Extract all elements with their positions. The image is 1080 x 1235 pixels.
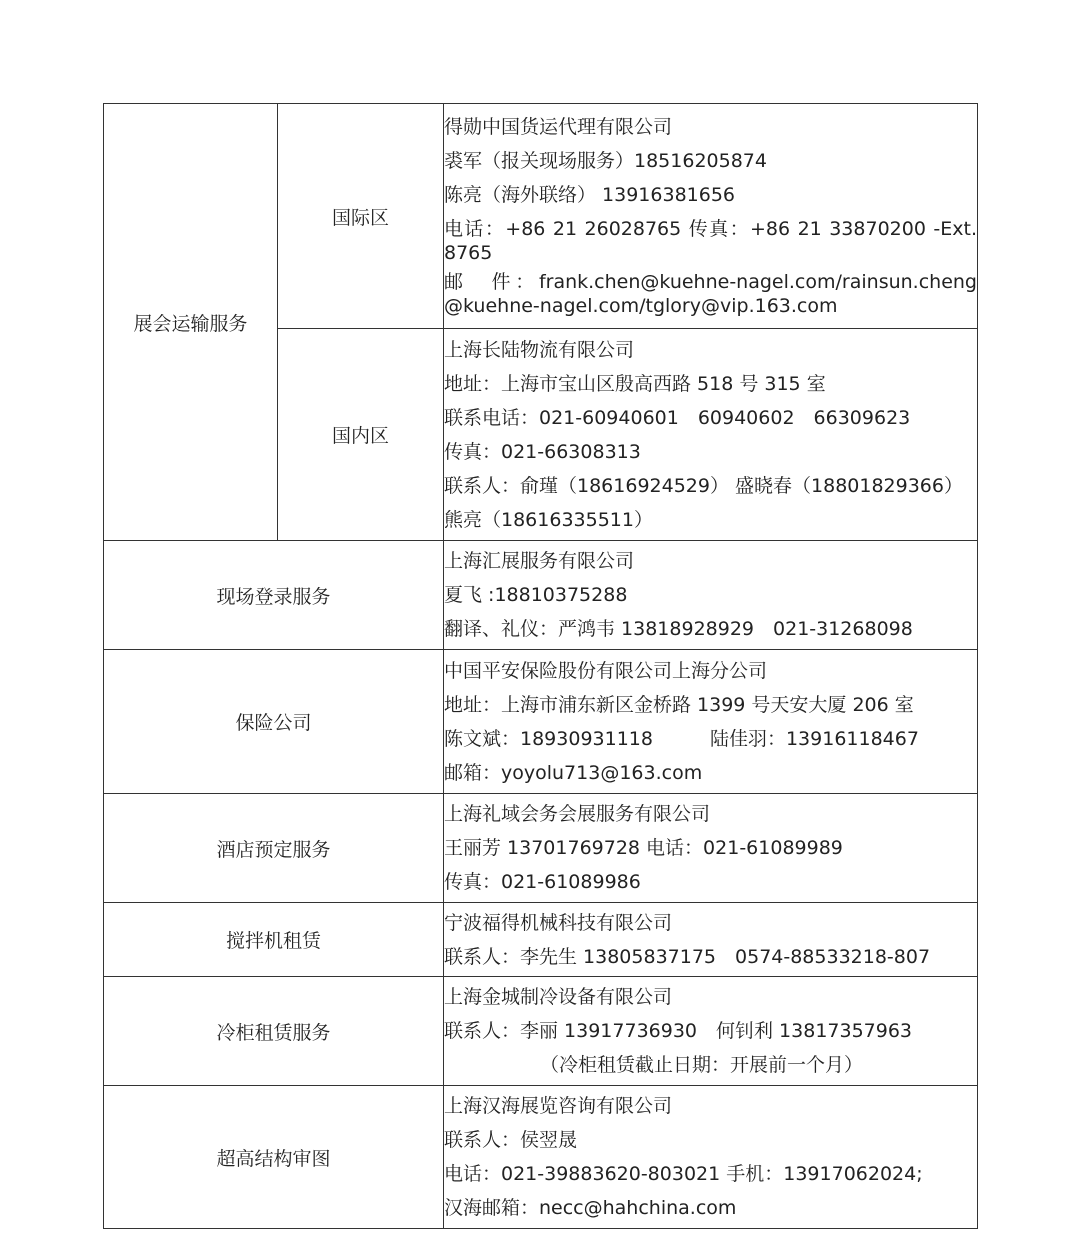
contact-line: 陈文斌：18930931118 陆佳羽：13916118467: [444, 727, 919, 750]
company-name: 上海汇展服务有限公司: [444, 550, 635, 572]
contact-info-cell: [444, 541, 978, 650]
email-line: 汉海邮箱：necc@hahchina.com: [444, 1197, 737, 1219]
category-cell: [104, 903, 444, 977]
category-cell: [104, 541, 444, 650]
contact-line: 联系人：李丽 13917736930 何钊利 13817357963: [444, 1020, 913, 1042]
email-line: 邮 件：frank.chen@kuehne-nagel.com/rainsun.cheng@kuehne-nagel.com/tglory@vip.163.com: [444, 270, 977, 317]
company-name: 上海汉海展览咨询有限公司: [444, 1095, 673, 1117]
contact-info-cell: [444, 650, 978, 794]
contact-line: 联系人：侯翌晟: [444, 1129, 578, 1151]
company-name: 上海礼域会务会展服务有限公司: [444, 803, 711, 825]
fax-line: 传真：021-66308313: [444, 440, 641, 463]
contact-info-cell: [444, 794, 978, 903]
contact-line: 翻译、礼仪：严鸿韦 13818928929 021-31268098: [444, 618, 913, 640]
category-label: 现场登录服务: [216, 585, 331, 608]
company-name: 得勋中国货运代理有限公司: [444, 115, 673, 138]
category-label: 冷柜租赁服务: [216, 1021, 331, 1044]
address-line: 地址：上海市宝山区殷高西路 518 号 315 室: [444, 372, 826, 395]
category-label: 展会运输服务: [133, 312, 248, 335]
table-row: [104, 903, 978, 977]
table-row: [104, 1086, 978, 1229]
contact-line: 王丽芳 13701769728 电话：021-61089989: [444, 837, 843, 859]
category-label: 保险公司: [235, 712, 312, 734]
table-row: [104, 650, 978, 794]
table-row: [104, 104, 978, 329]
category-cell: [104, 977, 444, 1086]
zone-label: 国际区: [331, 206, 389, 229]
phone-line: 联系电话：021-60940601 60940602 66309623: [444, 406, 911, 429]
phone-line: 电话：021-39883620-803021 手机：13917062024;: [444, 1163, 923, 1185]
contact-line: 联系人：俞瑾（18616924529） 盛晓春（18801829366）: [444, 474, 963, 497]
category-cell: [104, 1086, 444, 1229]
email-line: 邮箱：yoyolu713@163.com: [444, 761, 703, 784]
category-label: 搅拌机租赁: [225, 930, 321, 952]
note-line: （冷柜租赁截止日期：开展前一个月）: [540, 1054, 864, 1076]
company-name: 中国平安保险股份有限公司上海分公司: [444, 659, 768, 682]
table-row: [104, 541, 978, 650]
category-cell: [104, 104, 278, 541]
contact-info-cell: [444, 977, 978, 1086]
phone-fax-line: 电话：+86 21 26028765 传真：+86 21 33870200 -Ext. 8765: [444, 217, 977, 264]
contact-line: 陈亮（海外联络） 13916381656: [444, 183, 736, 206]
contact-line: 熊亮（18616335511）: [444, 508, 653, 531]
contact-info-cell: [444, 329, 978, 541]
category-cell: [104, 650, 444, 794]
fax-line: 传真：021-61089986: [444, 871, 641, 893]
zone-cell: [278, 329, 444, 541]
service-contacts-table: [103, 103, 978, 1229]
company-name: 宁波福得机械科技有限公司: [444, 911, 673, 934]
zone-cell: [278, 104, 444, 329]
category-cell: [104, 794, 444, 903]
contact-line: 联系人：李先生 13805837175 0574-88533218-807: [444, 945, 931, 968]
contact-line: 裘军（报关现场服务）18516205874: [444, 149, 767, 172]
contact-info-cell: [444, 1086, 978, 1229]
zone-label: 国内区: [331, 425, 389, 447]
table-row: [104, 977, 978, 1086]
table-row: [104, 794, 978, 903]
address-line: 地址：上海市浦东新区金桥路 1399 号天安大厦 206 室: [444, 693, 914, 716]
category-label: 超高结构审图: [216, 1147, 331, 1170]
contact-info-cell: [444, 104, 978, 329]
company-name: 上海金城制冷设备有限公司: [444, 986, 673, 1008]
contact-info-cell: [444, 903, 978, 977]
category-label: 酒店预定服务: [216, 838, 331, 861]
company-name: 上海长陆物流有限公司: [444, 338, 635, 361]
contact-line: 夏飞 :18810375288: [444, 584, 628, 606]
